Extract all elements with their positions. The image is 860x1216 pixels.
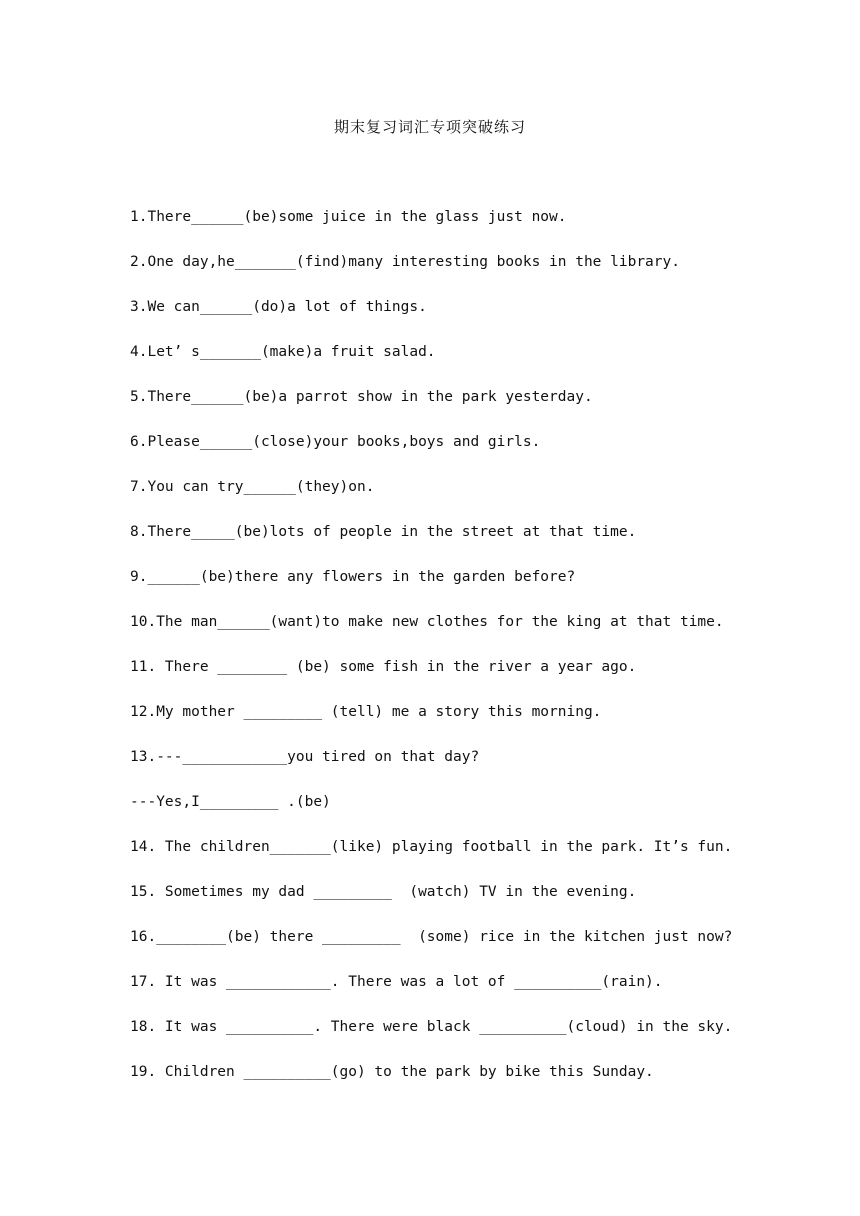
exercise-line-14: 14. The children_______(like) playing football in the park. It’s fun. — [130, 839, 733, 855]
exercise-line-12: 12.My mother _________ (tell) me a story this morning. — [130, 704, 602, 720]
exercise-line-13-answer: ---Yes,I_________ .(be) — [130, 794, 331, 810]
worksheet-title: 期末复习词汇专项突破练习 — [333, 118, 526, 136]
exercise-list — [130, 206, 750, 1106]
exercise-line-18: 18. It was __________. There were black __________(cloud) in the sky. — [130, 1019, 733, 1035]
exercise-line-8: 8.There_____(be)lots of people in the street at that time. — [130, 524, 637, 540]
exercise-line-2: 2.One day,he_______(find)many interesting books in the library. — [130, 254, 680, 270]
exercise-line-17: 17. It was ____________. There was a lot of __________(rain). — [130, 974, 663, 990]
exercise-line-3: 3.We can______(do)a lot of things. — [130, 299, 427, 315]
exercise-line-1: 1.There______(be)some juice in the glass just now. — [130, 209, 567, 225]
exercise-line-11: 11. There ________ (be) some fish in the river a year ago. — [130, 659, 637, 675]
exercise-line-6: 6.Please______(close)your books,boys and girls. — [130, 434, 541, 450]
exercise-line-4: 4.Let’ s_______(make)a fruit salad. — [130, 344, 436, 360]
exercise-line-19: 19. Children __________(go) to the park by bike this Sunday. — [130, 1064, 654, 1080]
exercise-line-13: 13.---____________you tired on that day? — [130, 749, 480, 765]
exercise-line-15: 15. Sometimes my dad _________ (watch) TV in the evening. — [130, 884, 637, 900]
exercise-line-10: 10.The man______(want)to make new clothes for the king at that time. — [130, 614, 724, 630]
exercise-line-7: 7.You can try______(they)on. — [130, 479, 375, 495]
exercise-line-16: 16.________(be) there _________ (some) rice in the kitchen just now? — [130, 929, 733, 945]
exercise-line-9: 9.______(be)there any flowers in the garden before? — [130, 569, 576, 585]
exercise-line-5: 5.There______(be)a parrot show in the park yesterday. — [130, 389, 593, 405]
